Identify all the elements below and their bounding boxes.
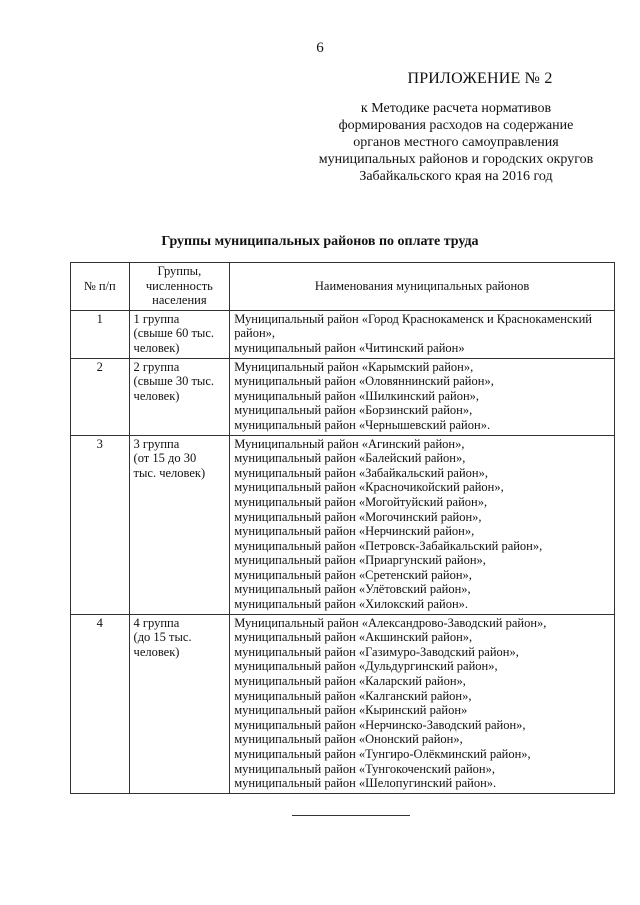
district-name: муниципальный район «Тунгиро-Олёкминский район», [234, 747, 531, 761]
row-number: 3 [71, 435, 130, 614]
district-name: муниципальный район «Забайкальский район», [234, 465, 488, 480]
districts-cell [230, 310, 615, 358]
district-name: Муниципальный район «Карымский район», [234, 359, 474, 374]
row-number: 4 [71, 614, 130, 793]
districts-cell [230, 358, 615, 435]
group-line: 2 группа [133, 359, 180, 374]
footer-divider [292, 815, 410, 816]
district-name: муниципальный район «Нерчинский район», [234, 524, 475, 539]
group-line: (до 15 тыс. [133, 630, 192, 645]
header-districts: Наименования муниципальных районов [230, 263, 615, 311]
district-name: муниципальный район «Приаргунский район», [234, 553, 486, 568]
districts-cell [230, 435, 615, 614]
district-name: муниципальный район «Сретенский район», [234, 567, 472, 582]
district-name: муниципальный район «Чернышевский район». [234, 417, 491, 432]
appendix-subtitle-line: органов местного самоуправления [353, 135, 559, 150]
group-cell [129, 614, 230, 793]
appendix-subtitle-line: формирования расходов на содержание [338, 118, 574, 133]
group-line: тыс. человек) [133, 465, 206, 480]
districts-cell [230, 614, 615, 793]
appendix-subtitle-line: Забайкальского края на 2016 год [359, 169, 553, 184]
appendix-title: ПРИЛОЖЕНИЕ № 2 [407, 70, 553, 87]
group-line: 4 группа [133, 615, 180, 630]
group-line: человек) [133, 644, 180, 659]
group-cell [129, 435, 230, 614]
page-number: 6 [316, 40, 324, 56]
district-name: муниципальный район «Красночикойский район», [234, 480, 504, 495]
appendix-subtitle [296, 100, 616, 185]
appendix-subtitle-line: к Методике расчета нормативов [360, 101, 552, 116]
group-cell [129, 310, 230, 358]
header-number: № п/п [71, 263, 130, 311]
district-name: муниципальный район «Каларский район», [234, 674, 466, 689]
header-group: Группы, численность населения [129, 263, 230, 311]
district-name: муниципальный район «Калганский район», [234, 688, 472, 703]
district-name: Муниципальный район «Агинский район», [234, 436, 465, 451]
row-number: 2 [71, 358, 130, 435]
group-line: (свыше 60 тыс. [133, 326, 214, 341]
district-name: муниципальный район «Ононский район», [234, 732, 463, 747]
district-name: муниципальный район «Оловяннинский район», [234, 374, 494, 389]
district-groups-table [70, 262, 615, 794]
table-row [71, 614, 615, 793]
table-header-row [71, 263, 615, 311]
table-title: Группы муниципальных районов по оплате труда [161, 234, 479, 249]
row-number: 1 [71, 310, 130, 358]
district-name: муниципальный район «Могойтуйский район», [234, 494, 488, 509]
district-name: муниципальный район «Шилкинский район», [234, 388, 480, 403]
district-name: муниципальный район «Улётовский район», [234, 582, 471, 597]
group-line: 1 группа [133, 311, 180, 326]
district-name: муниципальный район «Дульдургинский район», [234, 659, 498, 674]
district-name: муниципальный район «Тунгокоченский район», [234, 761, 495, 776]
district-name: муниципальный район «Могочинский район», [234, 509, 482, 524]
table-row [71, 310, 615, 358]
district-name: муниципальный район «Балейский район», [234, 451, 466, 466]
district-name: Муниципальный район «Город Краснокаменск и Краснокаменский [234, 311, 592, 326]
district-name: муниципальный район «Борзинский район», [234, 403, 473, 418]
district-name: район», [234, 326, 276, 341]
district-name: муниципальный район «Акшинский район», [234, 630, 473, 645]
district-name: муниципальный район «Петровск-Забайкальский район», [234, 538, 543, 553]
district-name: муниципальный район «Газимуро-Заводский район», [234, 644, 519, 659]
district-name: Муниципальный район «Александрово-Заводский район», [234, 615, 547, 630]
district-name: муниципальный район «Нерчинско-Заводский район», [234, 717, 526, 732]
group-line: человек) [133, 388, 180, 403]
table-row [71, 358, 615, 435]
group-line: человек) [133, 340, 180, 355]
table-body [71, 310, 615, 793]
district-name: муниципальный район «Шелопугинский район». [234, 776, 497, 791]
group-line: (от 15 до 30 [133, 451, 197, 466]
district-name: муниципальный район «Хилокский район». [234, 597, 469, 612]
table-row [71, 435, 615, 614]
appendix-subtitle-line: муниципальных районов и городских округов [318, 152, 594, 167]
district-name: муниципальный район «Читинский район» [234, 340, 465, 355]
group-line: (свыше 30 тыс. [133, 374, 214, 389]
group-cell [129, 358, 230, 435]
district-name: муниципальный район «Кыринский район» [234, 703, 468, 718]
group-line: 3 группа [133, 436, 180, 451]
